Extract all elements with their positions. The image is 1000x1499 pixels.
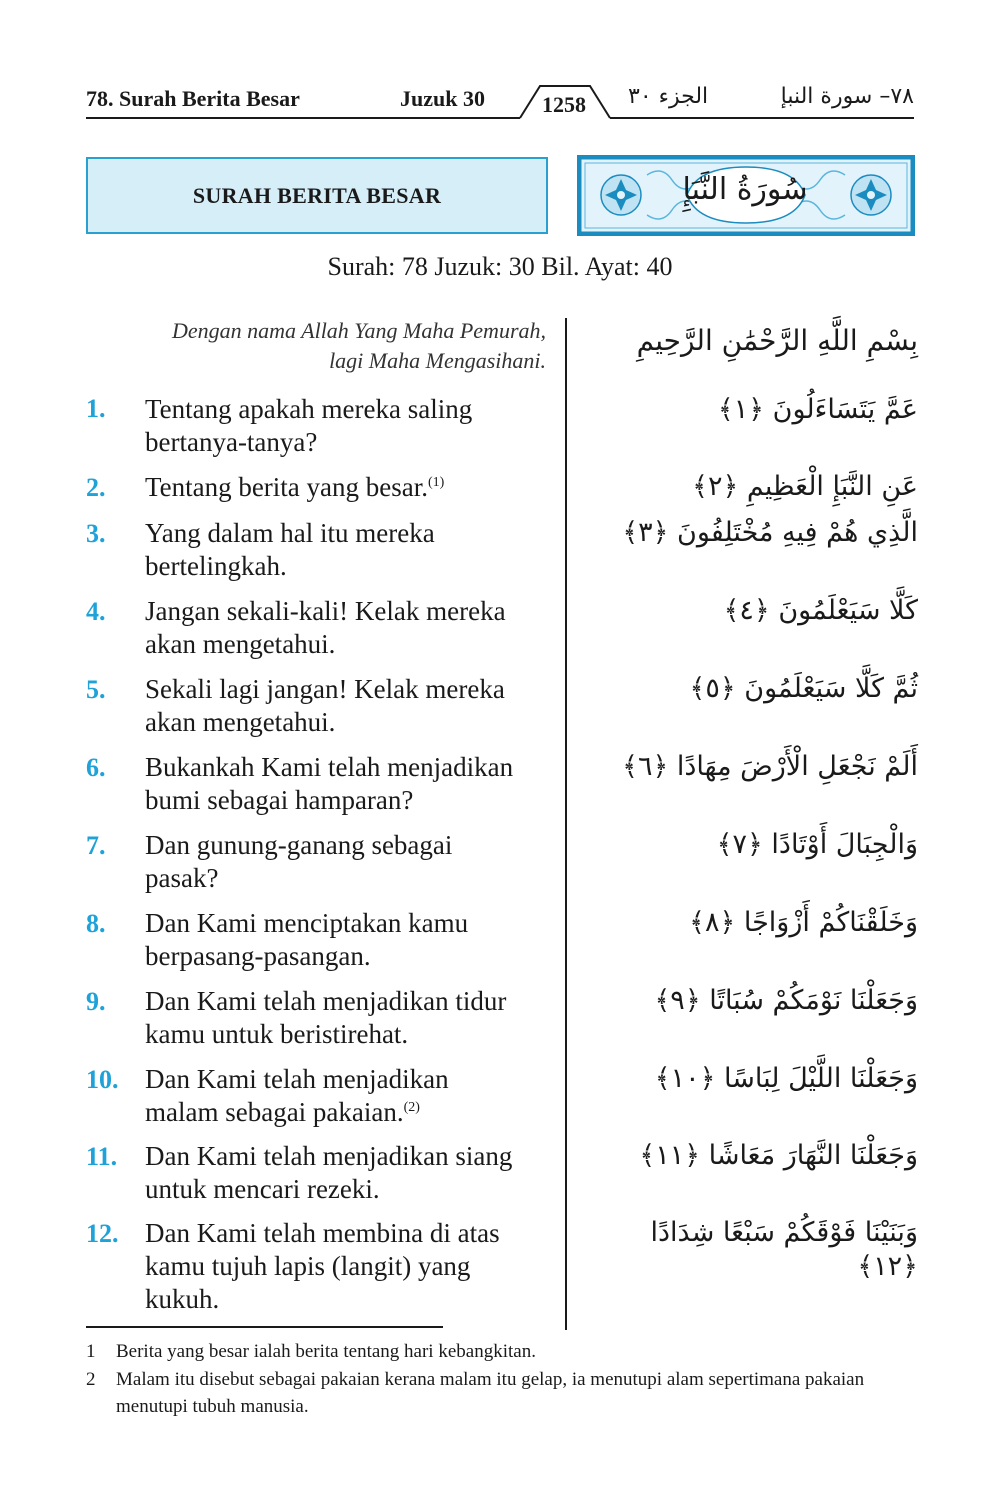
verse-line: Tentang berita yang besar. xyxy=(145,472,428,502)
verse-translation xyxy=(145,751,565,817)
verse-number: 7. xyxy=(86,831,106,860)
verse-arabic: عَنِ النَّبَإِ الْعَظِيمِ ﴿٢﴾ xyxy=(692,471,918,502)
verse-arabic: أَلَمْ نَجْعَلِ الْأَرْضَ مِهَادًا ﴿٦﴾ xyxy=(622,751,918,782)
footnote-rule xyxy=(86,1326,443,1328)
verse-line: berpasang-pasangan. xyxy=(145,941,371,971)
verse-number: 6. xyxy=(86,753,106,782)
flower-ornament-right xyxy=(851,175,891,215)
verse-translation xyxy=(145,985,565,1051)
surah-info: Surah: 78 Juzuk: 30 Bil. Ayat: 40 xyxy=(327,252,673,281)
footnote-ref[interactable]: (1) xyxy=(428,475,445,490)
verse-line: Dan Kami telah membina di atas xyxy=(145,1218,500,1248)
verse-line: Bukankah Kami telah menjadikan xyxy=(145,752,514,782)
verse-number: 2. xyxy=(86,473,106,502)
verse-arabic: عَمَّ يَتَسَاءَلُونَ ﴿١﴾ xyxy=(717,394,918,425)
verse-translation xyxy=(145,907,565,973)
verse-arabic: وَبَنَيْنَا فَوْقَكُمْ سَبْعًا شِدَادًا ﴿١٢﴾ xyxy=(650,1217,918,1282)
verse-number: 1. xyxy=(86,394,106,423)
verse-translation xyxy=(145,829,565,895)
verse-line: Sekali lagi jangan! Kelak mereka xyxy=(145,674,505,704)
verse-translation xyxy=(145,595,565,661)
verse-arabic: وَجَعَلْنَا نَوْمَكُمْ سُبَاتًا ﴿٩﴾ xyxy=(654,985,918,1016)
verse-line: bumi sebagai hamparan? xyxy=(145,785,414,815)
surah-title-arabic: سُورَةُ النَّبَإِ xyxy=(682,172,808,207)
verse-translation xyxy=(145,517,565,583)
verse-line: Dan Kami menciptakan kamu xyxy=(145,908,469,938)
verse-line: malam sebagai pakaian. xyxy=(145,1097,404,1127)
surah-title: SURAH BERITA BESAR xyxy=(192,182,442,208)
verse-translation xyxy=(145,673,565,739)
verse-number: 10. xyxy=(86,1065,119,1094)
basmalah-line-1: Dengan nama Allah Yang Maha Pemurah, xyxy=(172,318,546,343)
verse-line: bertanya-tanya? xyxy=(145,427,318,457)
verse-number: 5. xyxy=(86,675,106,704)
flower-ornament-left xyxy=(601,175,641,215)
footnote-text: Berita yang besar ialah berita tentang hari kebangkitan. xyxy=(116,1341,536,1362)
verse-line: bertelingkah. xyxy=(145,551,287,581)
verse-translation xyxy=(145,1140,565,1206)
verse-arabic: وَالْجِبَالَ أَوْتَادًا ﴿٧﴾ xyxy=(716,829,918,860)
header-surah-title: 78. Surah Berita Besar xyxy=(86,86,300,111)
verse-translation xyxy=(145,1063,565,1129)
verse-number: 4. xyxy=(86,597,106,626)
verse-arabic: وَجَعَلْنَا النَّهَارَ مَعَاشًا ﴿١١﴾ xyxy=(639,1140,918,1171)
verse-number: 8. xyxy=(86,909,106,938)
verse-line: Dan gunung-ganang sebagai xyxy=(145,830,453,860)
verse-line: kamu tujuh lapis (langit) yang xyxy=(145,1251,471,1281)
verse-translation xyxy=(145,471,565,504)
verse-number: 12. xyxy=(86,1219,119,1248)
verse-line: pasak? xyxy=(145,863,219,893)
verse-line: akan mengetahui. xyxy=(145,707,336,737)
basmalah-line-2: lagi Maha Mengasihani. xyxy=(329,348,546,373)
footnote-number: 1 xyxy=(86,1341,96,1362)
surah-title-box xyxy=(86,157,548,234)
column-divider xyxy=(565,318,567,1330)
verse-line: kamu untuk beristirehat. xyxy=(145,1019,409,1049)
verse-translation xyxy=(145,393,565,459)
verse-line: Jangan sekali-kali! Kelak mereka xyxy=(145,596,506,626)
verse-line: Dan Kami telah menjadikan siang xyxy=(145,1141,513,1171)
verse-arabic: كَلَّا سَيَعْلَمُونَ ﴿٤﴾ xyxy=(723,595,918,626)
page-number: 1258 xyxy=(542,92,586,117)
verse-arabic: الَّذِي هُمْ فِيهِ مُخْتَلِفُونَ ﴿٣﴾ xyxy=(622,517,918,548)
page-header xyxy=(0,0,1000,130)
verse-line: untuk mencari rezeki. xyxy=(145,1174,380,1204)
footnote-2 xyxy=(86,1366,916,1420)
footnote-1 xyxy=(86,1338,916,1365)
verse-line: Yang dalam hal itu mereka xyxy=(145,518,435,548)
verse-number: 9. xyxy=(86,987,106,1016)
basmalah-translation xyxy=(86,316,546,376)
verse-line: akan mengetahui. xyxy=(145,629,336,659)
verse-line: Dan Kami telah menjadikan tidur xyxy=(145,986,507,1016)
verse-line: Dan Kami telah menjadikan xyxy=(145,1064,449,1094)
verse-line: Tentang apakah mereka saling xyxy=(145,394,473,424)
header-juz-arabic: الجزء ٣٠ xyxy=(628,84,709,109)
footnote-ref[interactable]: (2) xyxy=(403,1100,420,1115)
verse-arabic: وَخَلَقْنَاكُمْ أَزْوَاجًا ﴿٨﴾ xyxy=(689,907,918,938)
verse-arabic: وَجَعَلْنَا اللَّيْلَ لِبَاسًا ﴿١٠﴾ xyxy=(654,1063,918,1094)
verse-line: kukuh. xyxy=(145,1284,220,1314)
verse-number: 11. xyxy=(86,1142,118,1171)
footnote-text: Malam itu disebut sebagai pakaian kerana malam itu gelap, ia menutupi alam sepertimana pakaian menutupi tubuh manusia. xyxy=(116,1369,865,1417)
verse-translation xyxy=(145,1217,565,1316)
verse-number: 3. xyxy=(86,519,106,548)
verse-arabic: ثُمَّ كَلَّا سَيَعْلَمُونَ ﴿٥﴾ xyxy=(689,673,918,704)
header-surah-arabic: ٧٨– سورة النبإ xyxy=(780,84,914,109)
footnote-number: 2 xyxy=(86,1369,96,1390)
basmalah-arabic: بِسْمِ اللَّهِ الرَّحْمَٰنِ الرَّحِيمِ xyxy=(636,324,918,357)
header-juz-label: Juzuk 30 xyxy=(400,86,485,111)
